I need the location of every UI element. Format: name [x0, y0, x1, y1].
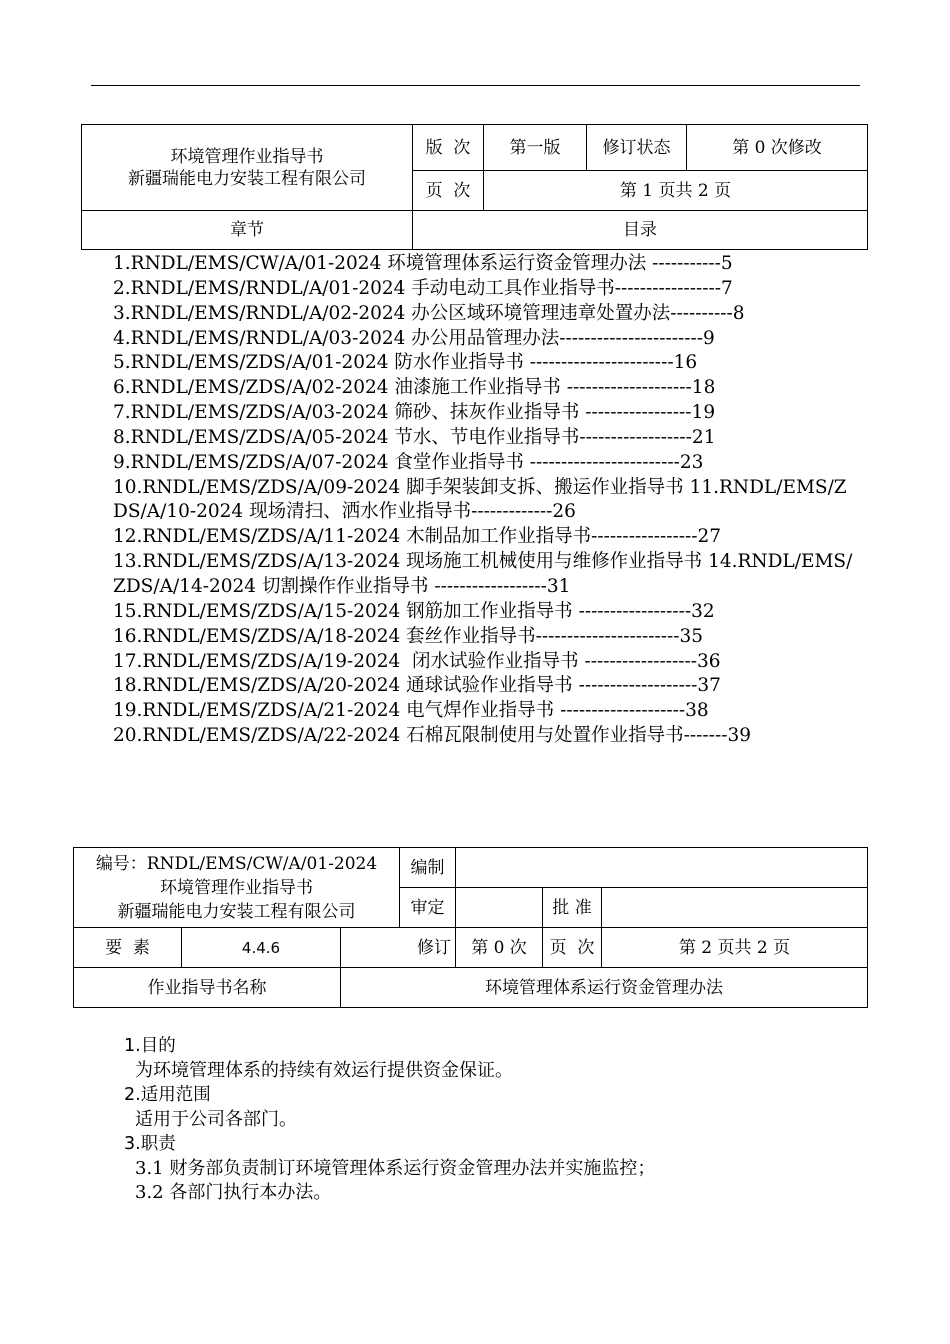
revision-status-value: 第 0 次修改	[687, 125, 868, 171]
chapter-label: 章节	[82, 211, 413, 250]
compiled-label: 编制	[400, 848, 456, 888]
toc-item: 12.RNDL/EMS/ZDS/A/11-2024 木制品加工作业指导书-----------------27	[113, 526, 721, 548]
revision-status-label: 修订状态	[587, 125, 687, 171]
page-value: 第 1 页共 2 页	[484, 171, 868, 211]
toc-item: 3.RNDL/EMS/RNDL/A/02-2024 办公区域环境管理违章处置办法----------8	[113, 302, 745, 324]
toc-item: 7.RNDL/EMS/ZDS/A/03-2024 筛砂、抹灰作业指导书 -----------------19	[113, 402, 716, 424]
page-value: 第 2 页共 2 页	[602, 928, 868, 968]
element-label: 要 素	[74, 928, 182, 968]
review-label: 审定	[400, 888, 456, 928]
toc-item: 16.RNDL/EMS/ZDS/A/18-2024 套丝作业指导书-----------------------35	[113, 625, 703, 647]
toc-item: 9.RNDL/EMS/ZDS/A/07-2024 食堂作业指导书 ------------------------23	[113, 451, 704, 473]
procedure-header-table	[73, 847, 868, 1008]
toc-item: 13.RNDL/EMS/ZDS/A/13-2024 现场施工机械使用与维修作业指导书 14.RNDL/EMS/ZDS/A/14-2024 切割操作作业指导书 ------------------31	[113, 551, 853, 597]
doc-name-value: 环境管理体系运行资金管理办法	[341, 968, 868, 1008]
document-title: 环境管理作业指导书	[160, 877, 313, 898]
header-rule	[91, 85, 860, 86]
procedure-title-cell	[74, 848, 400, 928]
document-header-table	[81, 124, 868, 250]
section-heading-responsibility: 3.职责	[124, 1134, 176, 1154]
page-label: 页 次	[543, 928, 602, 968]
toc-item: 19.RNDL/EMS/ZDS/A/21-2024 电气焊作业指导书 --------------------38	[113, 700, 709, 722]
title-cell	[82, 125, 413, 211]
toc-item: 4.RNDL/EMS/RNDL/A/03-2024 办公用品管理办法-----------------------9	[113, 327, 715, 349]
section-heading-scope: 2.适用范围	[124, 1085, 211, 1105]
table-of-contents	[113, 252, 853, 749]
toc-item: 2.RNDL/EMS/RNDL/A/01-2024 手动电动工具作业指导书-----------------7	[113, 277, 733, 299]
company-name: 新疆瑞能电力安装工程有限公司	[117, 901, 356, 922]
doc-name-label: 作业指导书名称	[74, 968, 341, 1008]
document-code: 编号：RNDL/EMS/CW/A/01-2024	[95, 853, 378, 874]
responsibility-item: 3.1 财务部负责制订环境管理体系运行资金管理办法并实施监控；	[135, 1157, 656, 1179]
page-label: 页 次	[413, 171, 484, 211]
toc-item: 18.RNDL/EMS/ZDS/A/20-2024 通球试验作业指导书 -------------------37	[113, 675, 721, 697]
section-text-scope: 适用于公司各部门。	[135, 1108, 297, 1130]
approve-label: 批 准	[543, 888, 602, 928]
section-text-purpose: 为环境管理体系的持续有效运行提供资金保证。	[135, 1059, 513, 1081]
toc-item: 20.RNDL/EMS/ZDS/A/22-2024 石棉瓦限制使用与处置作业指导书-------39	[113, 725, 751, 747]
toc-item: 5.RNDL/EMS/ZDS/A/01-2024 防水作业指导书 -----------------------16	[113, 352, 698, 374]
section-heading-purpose: 1.目的	[124, 1036, 176, 1056]
review-value	[456, 888, 543, 928]
document-title: 环境管理作业指导书	[170, 146, 324, 167]
compiled-value	[456, 848, 868, 888]
responsibility-item: 3.2 各部门执行本办法。	[135, 1182, 332, 1203]
company-name: 新疆瑞能电力安装工程有限公司	[128, 168, 366, 189]
procedure-body	[124, 1034, 824, 1206]
toc-item: 17.RNDL/EMS/ZDS/A/19-2024 闭水试验作业指导书 ------------------36	[113, 650, 721, 672]
toc-item: 6.RNDL/EMS/ZDS/A/02-2024 油漆施工作业指导书 --------------------18	[113, 377, 716, 399]
toc-item: 1.RNDL/EMS/CW/A/01-2024 环境管理体系运行资金管理办法 -----------5	[113, 253, 733, 274]
revision-value: 第 0 次	[456, 928, 543, 968]
edition-label: 版 次	[413, 125, 484, 171]
toc-item: 15.RNDL/EMS/ZDS/A/15-2024 钢筋加工作业指导书 ------------------32	[113, 600, 715, 622]
toc-item: 10.RNDL/EMS/ZDS/A/09-2024 脚手架装卸支拆、搬运作业指导书 11.RNDL/EMS/ZDS/A/10-2024 现场清扫、洒水作业指导书-------------26	[113, 476, 847, 523]
contents-label: 目录	[413, 211, 868, 250]
revision-label: 修订	[341, 928, 456, 968]
toc-item: 8.RNDL/EMS/ZDS/A/05-2024 节水、节电作业指导书------------------21	[113, 426, 716, 448]
approve-value	[602, 888, 868, 928]
edition-value: 第一版	[484, 125, 587, 171]
element-value: 4.4.6	[182, 928, 341, 968]
